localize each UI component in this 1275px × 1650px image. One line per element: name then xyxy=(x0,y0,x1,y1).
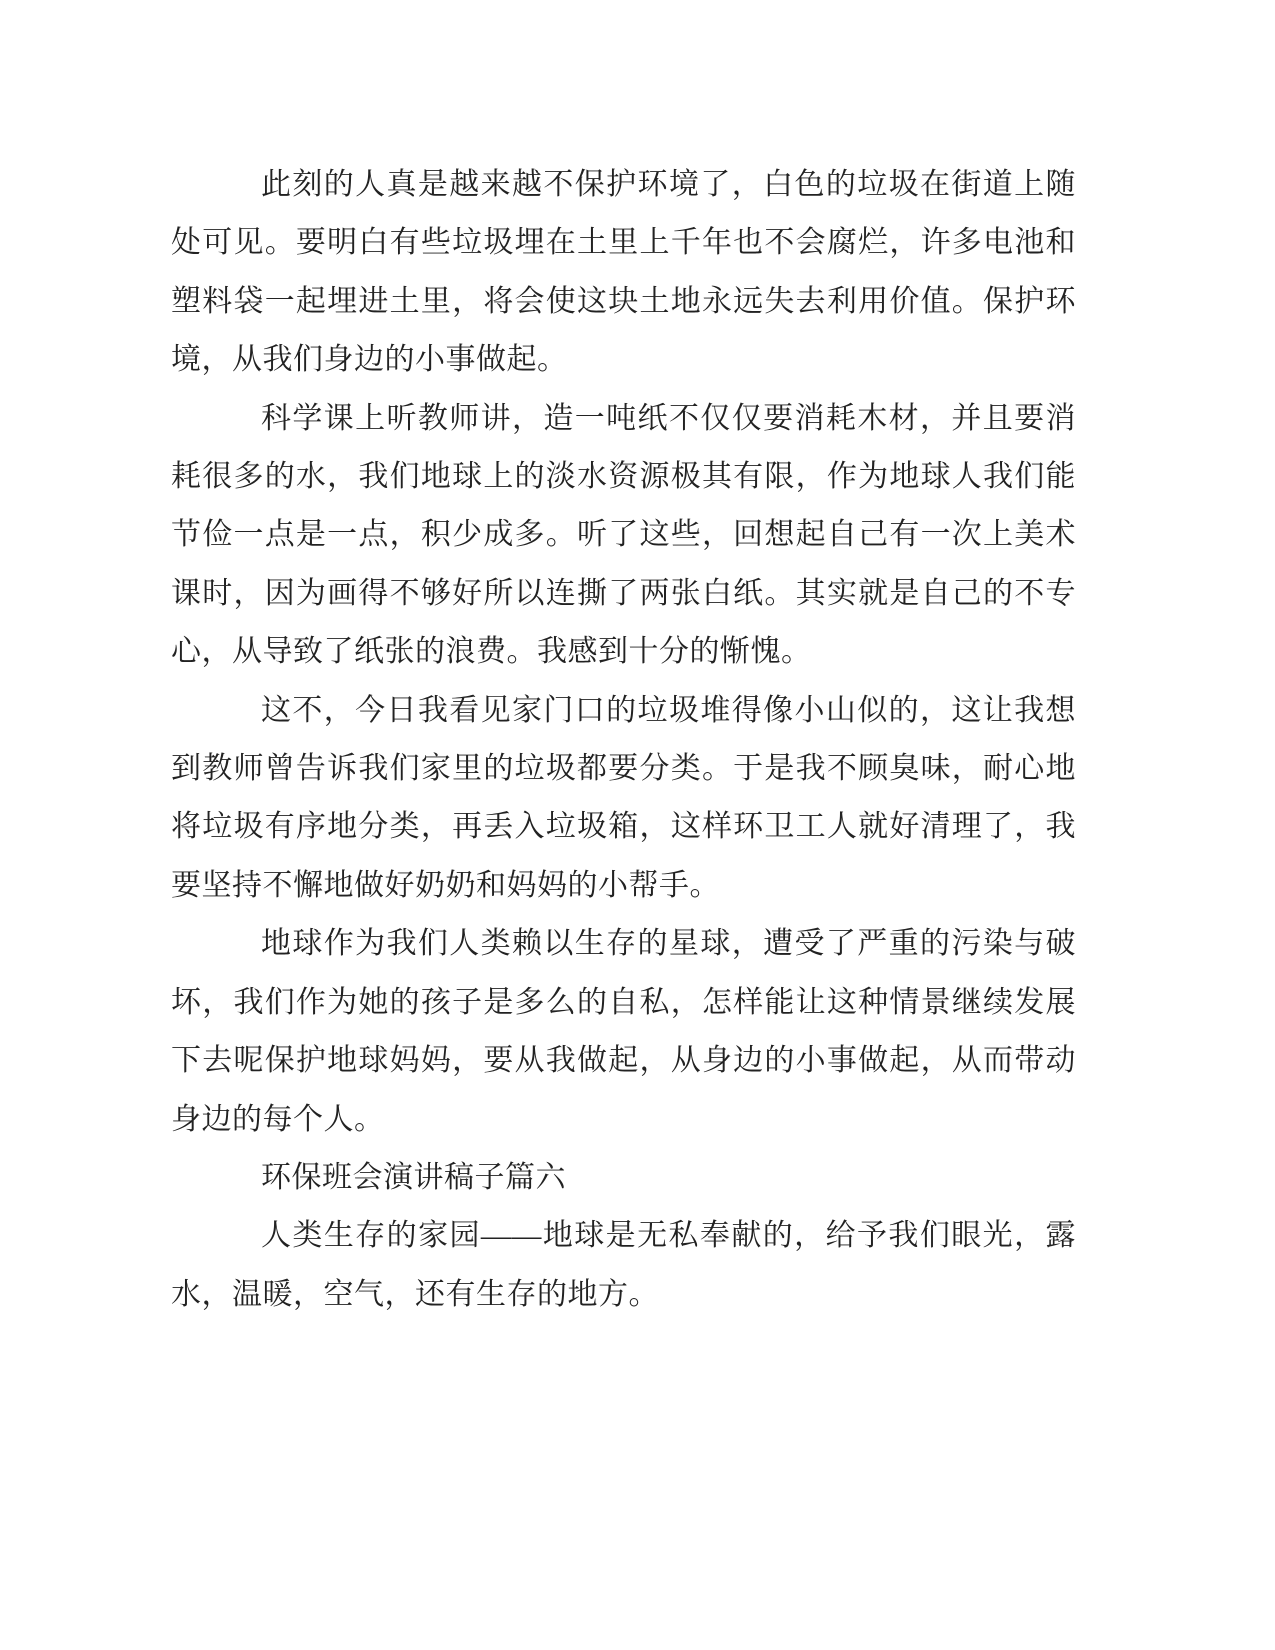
paragraph-2: 科学课上听教师讲，造一吨纸不仅仅要消耗木材，并且要消耗很多的水，我们地球上的淡水资源极其有限，作为地球人我们能节俭一点是一点，积少成多。听了这些，回想起自己有一次上美术课时，因为画得不够好所以连撕了两张白纸。其实就是自己的不专心，从导致了纸张的浪费。我感到十分的惭愧。 xyxy=(171,401,1076,669)
paragraph-3: 这不，今日我看见家门口的垃圾堆得像小山似的，这让我想到教师曾告诉我们家里的垃圾都要分类。于是我不顾臭味，耐心地将垃圾有序地分类，再丢入垃圾箱，这样环卫工人就好清理了，我要坚持不懈地做好奶奶和妈妈的小帮手。 xyxy=(171,693,1076,902)
section-heading: 环保班会演讲稿子篇六 xyxy=(261,1160,566,1194)
paragraph-4: 地球作为我们人类赖以生存的星球，遭受了严重的污染与破坏，我们作为她的孩子是多么的自私，怎样能让这种情景继续发展下去呢保护地球妈妈，要从我做起，从身边的小事做起，从而带动身边的每个人。 xyxy=(171,927,1076,1136)
document-text-body xyxy=(171,156,1076,1324)
paragraph-1: 此刻的人真是越来越不保护环境了，白色的垃圾在街道上随处可见。要明白有些垃圾埋在土里上千年也不会腐烂，许多电池和塑料袋一起埋进土里，将会使这块土地永远失去利用价值。保护环境，从我们身边的小事做起。 xyxy=(171,168,1076,377)
paragraph-6: 人类生存的家园——地球是无私奉献的，给予我们眼光，露水，温暖，空气，还有生存的地方。 xyxy=(171,1219,1076,1311)
